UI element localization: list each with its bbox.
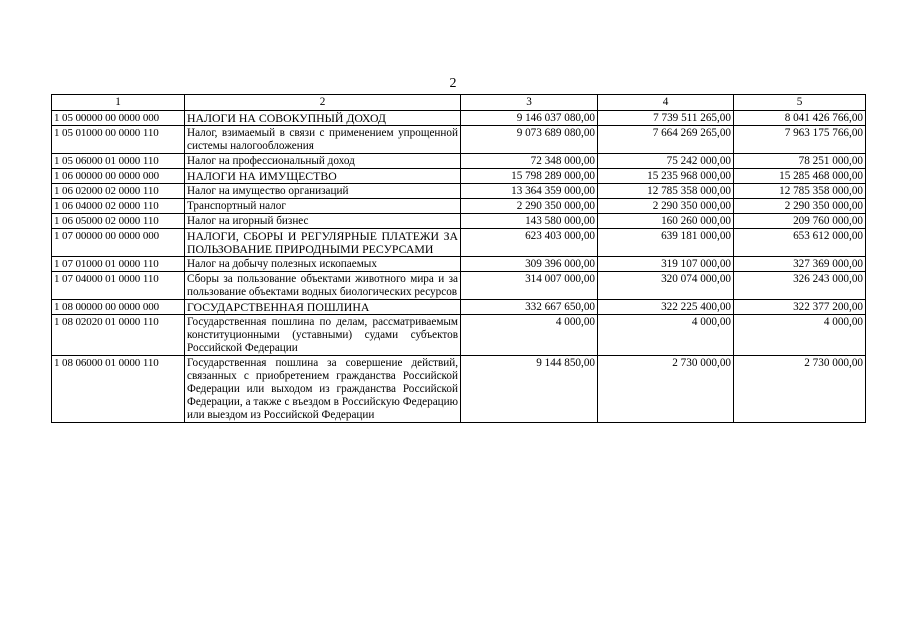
amount-col-4: 7 664 269 265,00 — [598, 126, 734, 154]
amount-col-4: 2 290 350 000,00 — [598, 199, 734, 214]
amount-col-3: 332 667 650,00 — [461, 300, 598, 315]
revenue-name: Государственная пошлина по делам, рассматриваемым конституционными (уставными) судами субъектов Российской Федерации — [185, 315, 461, 356]
amount-col-5: 78 251 000,00 — [734, 154, 866, 169]
amount-col-4: 75 242 000,00 — [598, 154, 734, 169]
revenue-name: НАЛОГИ, СБОРЫ И РЕГУЛЯРНЫЕ ПЛАТЕЖИ ЗА ПОЛЬЗОВАНИЕ ПРИРОДНЫМИ РЕСУРСАМИ — [185, 229, 461, 257]
amount-col-4: 639 181 000,00 — [598, 229, 734, 257]
classification-code: 1 06 02000 02 0000 110 — [52, 184, 185, 199]
amount-col-5: 327 369 000,00 — [734, 257, 866, 272]
table-row — [52, 111, 866, 126]
amount-col-4: 2 730 000,00 — [598, 356, 734, 423]
amount-col-4: 12 785 358 000,00 — [598, 184, 734, 199]
classification-code: 1 05 00000 00 0000 000 — [52, 111, 185, 126]
table-row — [52, 229, 866, 257]
revenue-name: НАЛОГИ НА ИМУЩЕСТВО — [185, 169, 461, 184]
classification-code: 1 08 02020 01 0000 110 — [52, 315, 185, 356]
revenue-name: Транспортный налог — [185, 199, 461, 214]
classification-code: 1 07 00000 00 0000 000 — [52, 229, 185, 257]
amount-col-5: 653 612 000,00 — [734, 229, 866, 257]
amount-col-3: 314 007 000,00 — [461, 272, 598, 300]
amount-col-3: 72 348 000,00 — [461, 154, 598, 169]
column-number-header-row — [52, 95, 866, 111]
amount-col-5: 15 285 468 000,00 — [734, 169, 866, 184]
column-header-4: 4 — [598, 95, 734, 111]
table-row — [52, 184, 866, 199]
amount-col-3: 4 000,00 — [461, 315, 598, 356]
amount-col-3: 9 144 850,00 — [461, 356, 598, 423]
amount-col-3: 15 798 289 000,00 — [461, 169, 598, 184]
amount-col-3: 13 364 359 000,00 — [461, 184, 598, 199]
revenue-name: Налог на профессиональный доход — [185, 154, 461, 169]
table-row — [52, 272, 866, 300]
revenue-name: Налог на добычу полезных ископаемых — [185, 257, 461, 272]
table-row — [52, 126, 866, 154]
table-row — [52, 356, 866, 423]
column-header-3: 3 — [461, 95, 598, 111]
revenue-name: ГОСУДАРСТВЕННАЯ ПОШЛИНА — [185, 300, 461, 315]
table-row — [52, 154, 866, 169]
classification-code: 1 06 05000 02 0000 110 — [52, 214, 185, 229]
classification-code: 1 05 06000 01 0000 110 — [52, 154, 185, 169]
amount-col-4: 160 260 000,00 — [598, 214, 734, 229]
amount-col-3: 623 403 000,00 — [461, 229, 598, 257]
table-row — [52, 315, 866, 356]
budget-revenue-table — [51, 94, 866, 423]
classification-code: 1 06 04000 02 0000 110 — [52, 199, 185, 214]
amount-col-3: 9 073 689 080,00 — [461, 126, 598, 154]
amount-col-5: 7 963 175 766,00 — [734, 126, 866, 154]
table-body — [52, 95, 866, 423]
amount-col-5: 8 041 426 766,00 — [734, 111, 866, 126]
amount-col-5: 209 760 000,00 — [734, 214, 866, 229]
revenue-name: НАЛОГИ НА СОВОКУПНЫЙ ДОХОД — [185, 111, 461, 126]
amount-col-5: 12 785 358 000,00 — [734, 184, 866, 199]
classification-code: 1 08 00000 00 0000 000 — [52, 300, 185, 315]
amount-col-5: 2 730 000,00 — [734, 356, 866, 423]
revenue-name: Сборы за пользование объектами животного мира и за пользование объектами водных биологических ресурсов — [185, 272, 461, 300]
amount-col-3: 309 396 000,00 — [461, 257, 598, 272]
amount-col-5: 2 290 350 000,00 — [734, 199, 866, 214]
column-header-5: 5 — [734, 95, 866, 111]
classification-code: 1 06 00000 00 0000 000 — [52, 169, 185, 184]
amount-col-4: 322 225 400,00 — [598, 300, 734, 315]
amount-col-5: 326 243 000,00 — [734, 272, 866, 300]
classification-code: 1 05 01000 00 0000 110 — [52, 126, 185, 154]
page-number: 2 — [449, 76, 457, 91]
amount-col-3: 2 290 350 000,00 — [461, 199, 598, 214]
table-row — [52, 169, 866, 184]
table-row — [52, 300, 866, 315]
classification-code: 1 07 01000 01 0000 110 — [52, 257, 185, 272]
table-row — [52, 199, 866, 214]
revenue-name: Налог, взимаемый в связи с применением упрощенной системы налогообложения — [185, 126, 461, 154]
classification-code: 1 07 04000 01 0000 110 — [52, 272, 185, 300]
amount-col-3: 143 580 000,00 — [461, 214, 598, 229]
amount-col-4: 15 235 968 000,00 — [598, 169, 734, 184]
amount-col-5: 4 000,00 — [734, 315, 866, 356]
amount-col-4: 7 739 511 265,00 — [598, 111, 734, 126]
classification-code: 1 08 06000 01 0000 110 — [52, 356, 185, 423]
revenue-name: Государственная пошлина за совершение действий, связанных с приобретением гражданства Российской Федерации или выходом из гражданства Российской Федерации, а также с въездом в Российскую Федерацию или выездом из Российской Федерации — [185, 356, 461, 423]
amount-col-4: 320 074 000,00 — [598, 272, 734, 300]
amount-col-3: 9 146 037 080,00 — [461, 111, 598, 126]
table-row — [52, 257, 866, 272]
amount-col-5: 322 377 200,00 — [734, 300, 866, 315]
table-row — [52, 214, 866, 229]
amount-col-4: 4 000,00 — [598, 315, 734, 356]
revenue-name: Налог на игорный бизнес — [185, 214, 461, 229]
amount-col-4: 319 107 000,00 — [598, 257, 734, 272]
column-header-2: 2 — [185, 95, 461, 111]
column-header-1: 1 — [52, 95, 185, 111]
revenue-name: Налог на имущество организаций — [185, 184, 461, 199]
